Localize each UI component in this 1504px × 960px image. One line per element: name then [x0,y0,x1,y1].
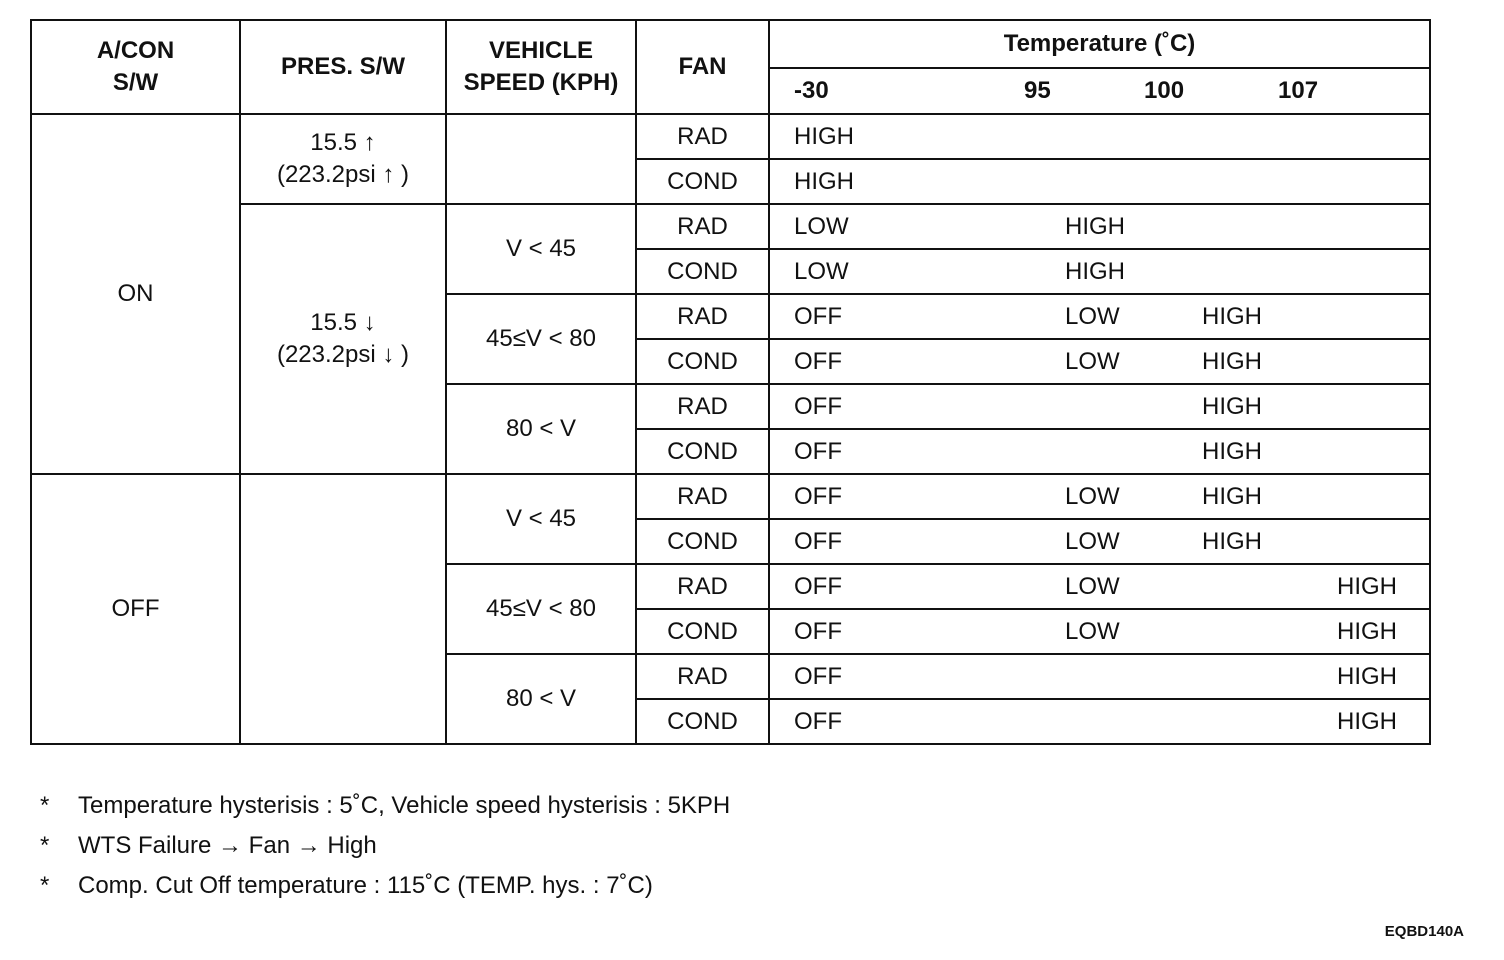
temp-cell [769,159,1430,204]
tick-100: 100 [1144,77,1185,104]
group-acon-on: ON [31,114,240,474]
temp-cell [769,204,1430,249]
fan-state-s95: LOW [1065,573,1120,600]
fan-state-s30: OFF [794,663,842,690]
fan-state-s95: LOW [1065,348,1120,375]
temperature-ticks [769,68,1430,114]
pres-low-psi: (223.2psi ↓ ) [276,341,410,368]
fan-state-s95: LOW [1065,303,1120,330]
fan-cell: COND [636,429,769,474]
fan-cell: RAD [636,114,769,159]
fan-cell: COND [636,249,769,294]
fan-cell: COND [636,159,769,204]
fan-cell: RAD [636,294,769,339]
fan-cell: COND [636,519,769,564]
speed-gt80: 80 < V [446,654,636,744]
header-pres-sw: PRES. S/W [240,20,446,114]
temp-cell [769,429,1430,474]
note-text: Temperature hysterisis : 5˚C, Vehicle speed hysterisis : 5KPH [78,792,731,819]
fan-state-s30: OFF [794,483,842,510]
fan-state-s100: HIGH [1202,348,1262,375]
fan-state-s107: HIGH [1337,663,1397,690]
temp-cell [769,474,1430,519]
fan-state-s107: HIGH [1337,573,1397,600]
note-text: WTS Failure → Fan → High [78,832,377,859]
fan-cell: RAD [636,474,769,519]
pres-low [240,204,446,474]
fan-state-s95: LOW [1065,483,1120,510]
fan-state-s30: OFF [794,708,842,735]
figure-code: EQBD140A [1384,923,1464,940]
fan-state-s100: HIGH [1202,438,1262,465]
fan-state-s107: HIGH [1337,708,1397,735]
temp-cell [769,519,1430,564]
temp-cell [769,249,1430,294]
notes-list [40,786,730,906]
fan-cell: RAD [636,384,769,429]
note-text: Comp. Cut Off temperature : 115˚C (TEMP. hys. : 7˚C) [78,872,653,899]
fan-state-s30: LOW [794,213,849,240]
temp-cell [769,339,1430,384]
fan-state-s30: OFF [794,438,842,465]
temp-cell [769,114,1430,159]
fan-state-s100: HIGH [1202,393,1262,420]
note-bullet: * [40,792,50,819]
fan-cell: COND [636,339,769,384]
fan-state-s30: HIGH [794,168,854,195]
fan-state-s95: LOW [1065,618,1120,645]
fan-state-s30: OFF [794,303,842,330]
temp-cell [769,654,1430,699]
speed-45-80: 45≤V < 80 [446,564,636,654]
pres-low-value: 15.5 ↓ [310,309,376,336]
note-item [40,786,730,826]
fan-control-table [30,19,1431,745]
header-fan: FAN [636,20,769,114]
speed-lt45: V < 45 [446,204,636,294]
pres-high [240,114,446,204]
fan-state-s95: HIGH [1065,258,1125,285]
header-vehicle-speed: VEHICLE SPEED (KPH) [446,20,636,114]
temp-cell [769,294,1430,339]
temp-cell [769,699,1430,744]
fan-state-s95: HIGH [1065,213,1125,240]
speed-45-80: 45≤V < 80 [446,294,636,384]
fan-cell: COND [636,609,769,654]
fan-state-s30: HIGH [794,123,854,150]
speed-any [446,114,636,204]
group-acon-off: OFF [31,474,240,744]
fan-state-s30: OFF [794,528,842,555]
fan-cell: COND [636,699,769,744]
fan-state-s100: HIGH [1202,483,1262,510]
tick-minus30: -30 [794,77,829,104]
speed-lt45: V < 45 [446,474,636,564]
fan-state-s30: OFF [794,393,842,420]
fan-state-s100: HIGH [1202,303,1262,330]
temp-cell [769,384,1430,429]
fan-state-s30: LOW [794,258,849,285]
pres-high-psi: (223.2psi ↑ ) [276,161,410,188]
fan-state-s107: HIGH [1337,618,1397,645]
fan-cell: RAD [636,204,769,249]
note-item [40,826,730,866]
note-item [40,866,730,906]
speed-gt80: 80 < V [446,384,636,474]
pres-any [240,474,446,744]
tick-95: 95 [1024,77,1051,104]
temp-cell [769,609,1430,654]
fan-state-s30: OFF [794,348,842,375]
fan-state-s30: OFF [794,618,842,645]
fan-state-s95: LOW [1065,528,1120,555]
header-acon-sw: A/CON S/W [31,20,240,114]
note-bullet: * [40,872,50,899]
temp-cell [769,564,1430,609]
header-temperature: Temperature (˚C) [769,20,1430,68]
pres-high-value: 15.5 ↑ [310,129,376,156]
note-bullet: * [40,832,50,859]
fan-state-s100: HIGH [1202,528,1262,555]
tick-107: 107 [1278,77,1319,104]
fan-state-s30: OFF [794,573,842,600]
fan-cell: RAD [636,564,769,609]
fan-cell: RAD [636,654,769,699]
